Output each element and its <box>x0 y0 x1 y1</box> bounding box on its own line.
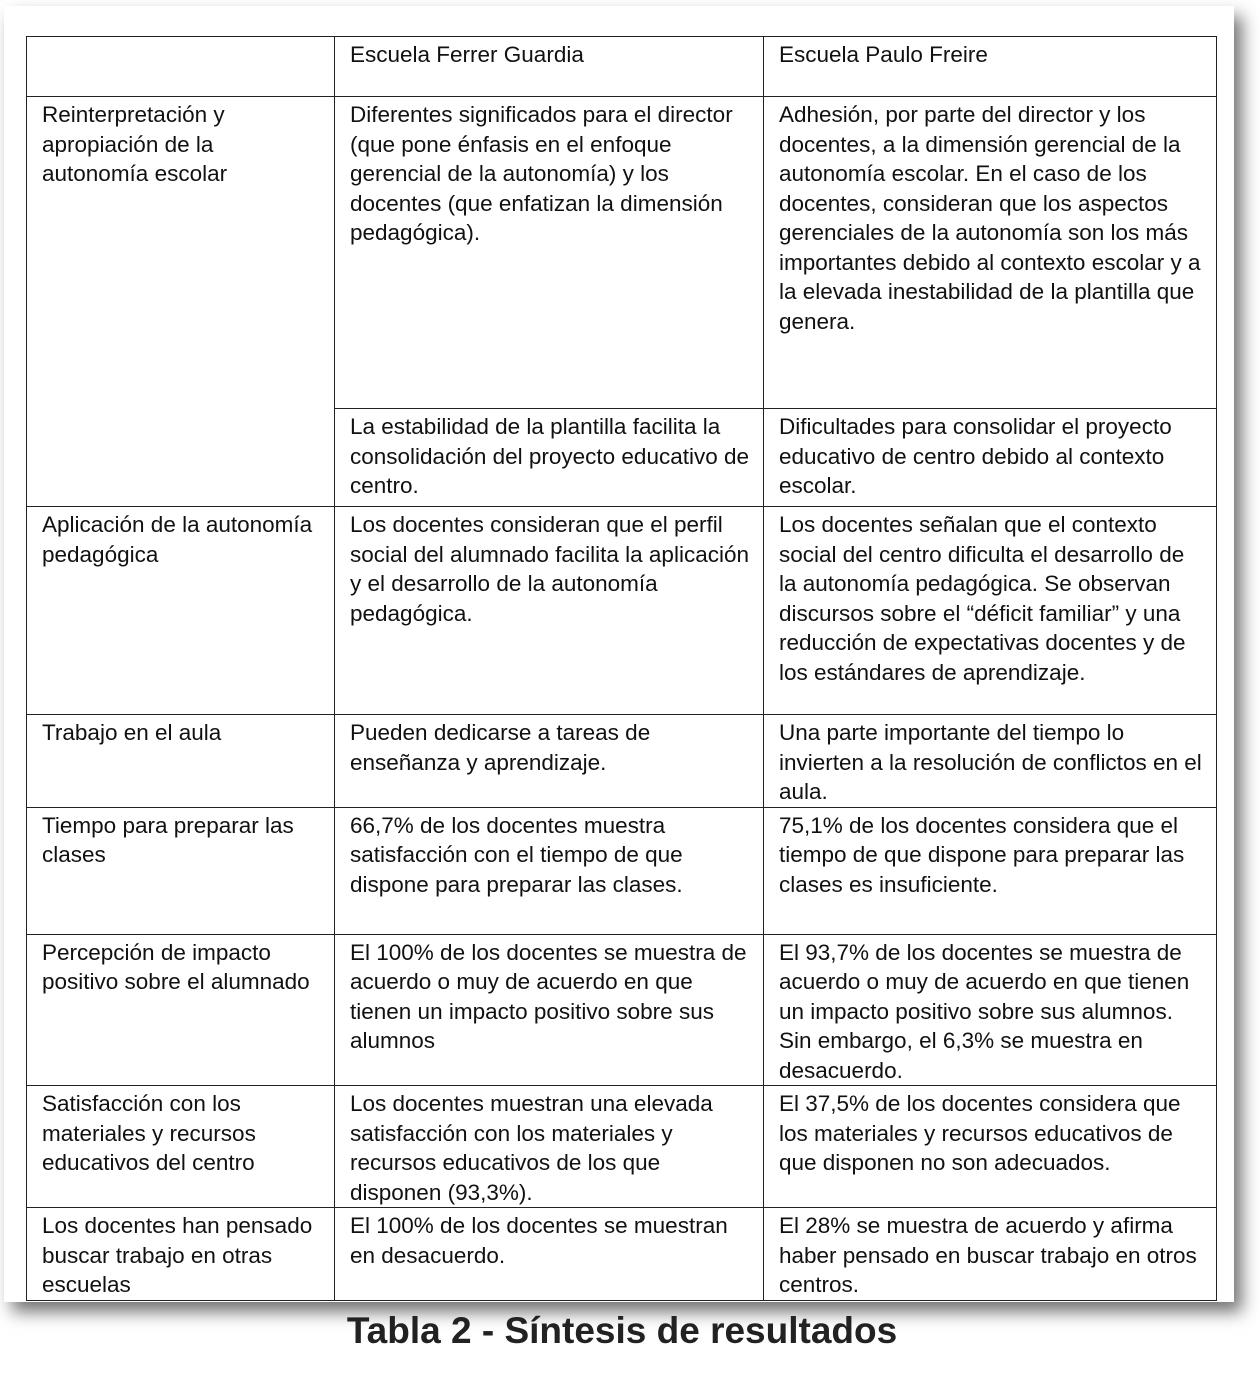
table-row <box>27 1208 1217 1301</box>
document-page <box>4 6 1234 1302</box>
table-header-row <box>27 37 1217 97</box>
freire-cell: Los docentes señalan que el contexto social del centro dificulta el desarrollo de la autonomía pedagógica. Se observan discursos sobre el “déficit familiar” y una reducción de expectativas docentes y de los estándares de aprendizaje. <box>764 507 1217 715</box>
row-label: Tiempo para preparar las clases <box>27 807 335 934</box>
header-cell-ferrer-guardia: Escuela Ferrer Guardia <box>335 37 764 97</box>
ferrer-cell: Diferentes significados para el director (que pone énfasis en el enfoque gerencial de la autonomía) y los docentes (que enfatizan la dimensión pedagógica). <box>335 97 764 409</box>
header-cell-paulo-freire: Escuela Paulo Freire <box>764 37 1217 97</box>
ferrer-cell: Los docentes consideran que el perfil social del alumnado facilita la aplicación y el desarrollo de la autonomía pedagógica. <box>335 507 764 715</box>
row-label: Los docentes han pensado buscar trabajo en otras escuelas <box>27 1208 335 1301</box>
ferrer-cell: Pueden dedicarse a tareas de enseñanza y aprendizaje. <box>335 715 764 808</box>
ferrer-cell: El 100% de los docentes se muestran en desacuerdo. <box>335 1208 764 1301</box>
table-row <box>27 715 1217 808</box>
header-cell-empty <box>27 37 335 97</box>
freire-cell: El 28% se muestra de acuerdo y afirma haber pensado en buscar trabajo en otros centros. <box>764 1208 1217 1301</box>
freire-cell: Adhesión, por parte del director y los docentes, a la dimensión gerencial de la autonomía escolar. En el caso de los docentes, consideran que los aspectos gerenciales de la autonomía son los más importantes debido al contexto escolar y a la elevada inestabilidad de la plantilla que genera. <box>764 97 1217 409</box>
freire-cell: El 93,7% de los docentes se muestra de acuerdo o muy de acuerdo en que tienen un impacto positivo sobre sus alumnos. Sin embargo, el 6,3% se muestra en desacuerdo. <box>764 934 1217 1086</box>
table-row <box>27 807 1217 934</box>
table-caption: Tabla 2 - Síntesis de resultados <box>346 1310 898 1351</box>
freire-cell: Una parte importante del tiempo lo invierten a la resolución de conflictos en el aula. <box>764 715 1217 808</box>
row-label: Satisfacción con los materiales y recursos educativos del centro <box>27 1086 335 1208</box>
row-label: Trabajo en el aula <box>27 715 335 808</box>
results-table <box>26 36 1217 1301</box>
row-label: Aplicación de la autonomía pedagógica <box>27 507 335 715</box>
freire-cell: 75,1% de los docentes considera que el tiempo de que dispone para preparar las clases es insuficiente. <box>764 807 1217 934</box>
row-label: Reinterpretación y apropiación de la autonomía escolar <box>27 97 335 507</box>
table-row <box>27 97 1217 409</box>
freire-cell: Dificultades para consolidar el proyecto educativo de centro debido al contexto escolar. <box>764 409 1217 507</box>
freire-cell: El 37,5% de los docentes considera que los materiales y recursos educativos de que disponen no son adecuados. <box>764 1086 1217 1208</box>
table-row <box>27 1086 1217 1208</box>
ferrer-cell: La estabilidad de la plantilla facilita la consolidación del proyecto educativo de centro. <box>335 409 764 507</box>
ferrer-cell: Los docentes muestran una elevada satisfacción con los materiales y recursos educativos de los que disponen (93,3%). <box>335 1086 764 1208</box>
row-label: Percepción de impacto positivo sobre el alumnado <box>27 934 335 1086</box>
table-row <box>27 507 1217 715</box>
table-row <box>27 934 1217 1086</box>
ferrer-cell: El 100% de los docentes se muestra de acuerdo o muy de acuerdo en que tienen un impacto positivo sobre sus alumnos <box>335 934 764 1086</box>
ferrer-cell: 66,7% de los docentes muestra satisfacción con el tiempo de que dispone para preparar las clases. <box>335 807 764 934</box>
